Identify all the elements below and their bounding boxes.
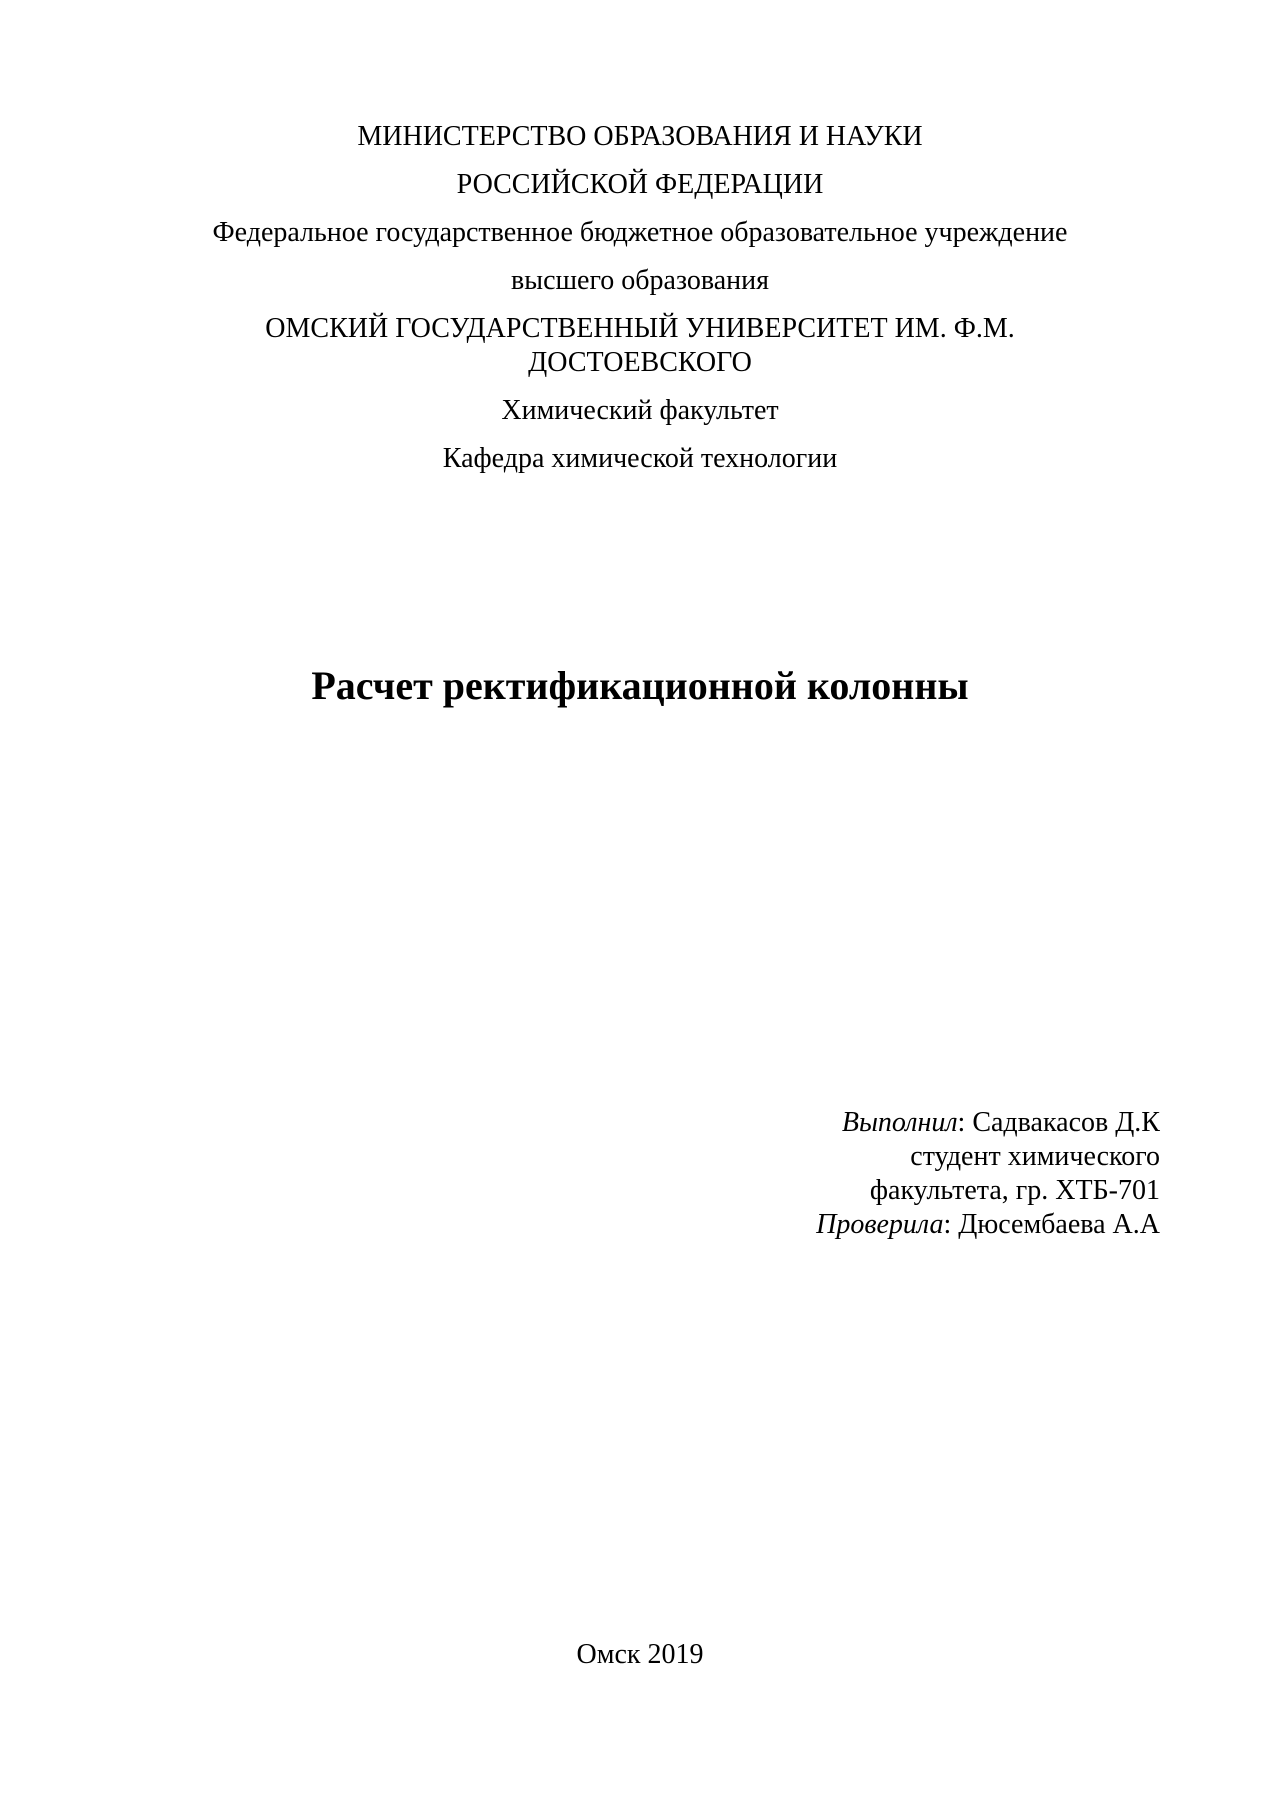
institution-line-2: высшего образования [511, 265, 769, 296]
faculty-name: Химический факультет [501, 395, 779, 426]
signature-block [560, 1106, 1160, 1242]
city-year: Омск 2019 [576, 1639, 704, 1670]
institution-line-1: Федеральное государственное бюджетное образовательное учреждение [212, 217, 1068, 248]
title-page-header [140, 120, 1140, 490]
student-info-line-2: факультета, гр. ХТБ-701 [869, 1175, 1160, 1206]
ministry-line-1: МИНИСТЕРСТВО ОБРАЗОВАНИЯ И НАУКИ [357, 121, 923, 152]
checked-by-label: Проверила [816, 1209, 944, 1240]
university-line-1: ОМСКИЙ ГОСУДАРСТВЕННЫЙ УНИВЕРСИТЕТ ИМ. Ф.М. [265, 313, 1015, 344]
document-title: Расчет ректификационной колонны [311, 663, 969, 708]
student-info-line-1: студент химического [910, 1141, 1160, 1172]
performed-by-line [560, 1106, 1160, 1140]
university-line-2: ДОСТОЕВСКОГО [528, 347, 752, 378]
ministry-line-2: РОССИЙСКОЙ ФЕДЕРАЦИИ [456, 169, 824, 200]
checked-by-name: : Дюсембаева А.А [943, 1209, 1160, 1240]
performed-by-name: : Садвакасов Д.К [957, 1107, 1160, 1138]
checked-by-line [560, 1208, 1160, 1242]
department-name: Кафедра химической технологии [442, 443, 838, 474]
performed-by-label: Выполнил [841, 1107, 958, 1138]
